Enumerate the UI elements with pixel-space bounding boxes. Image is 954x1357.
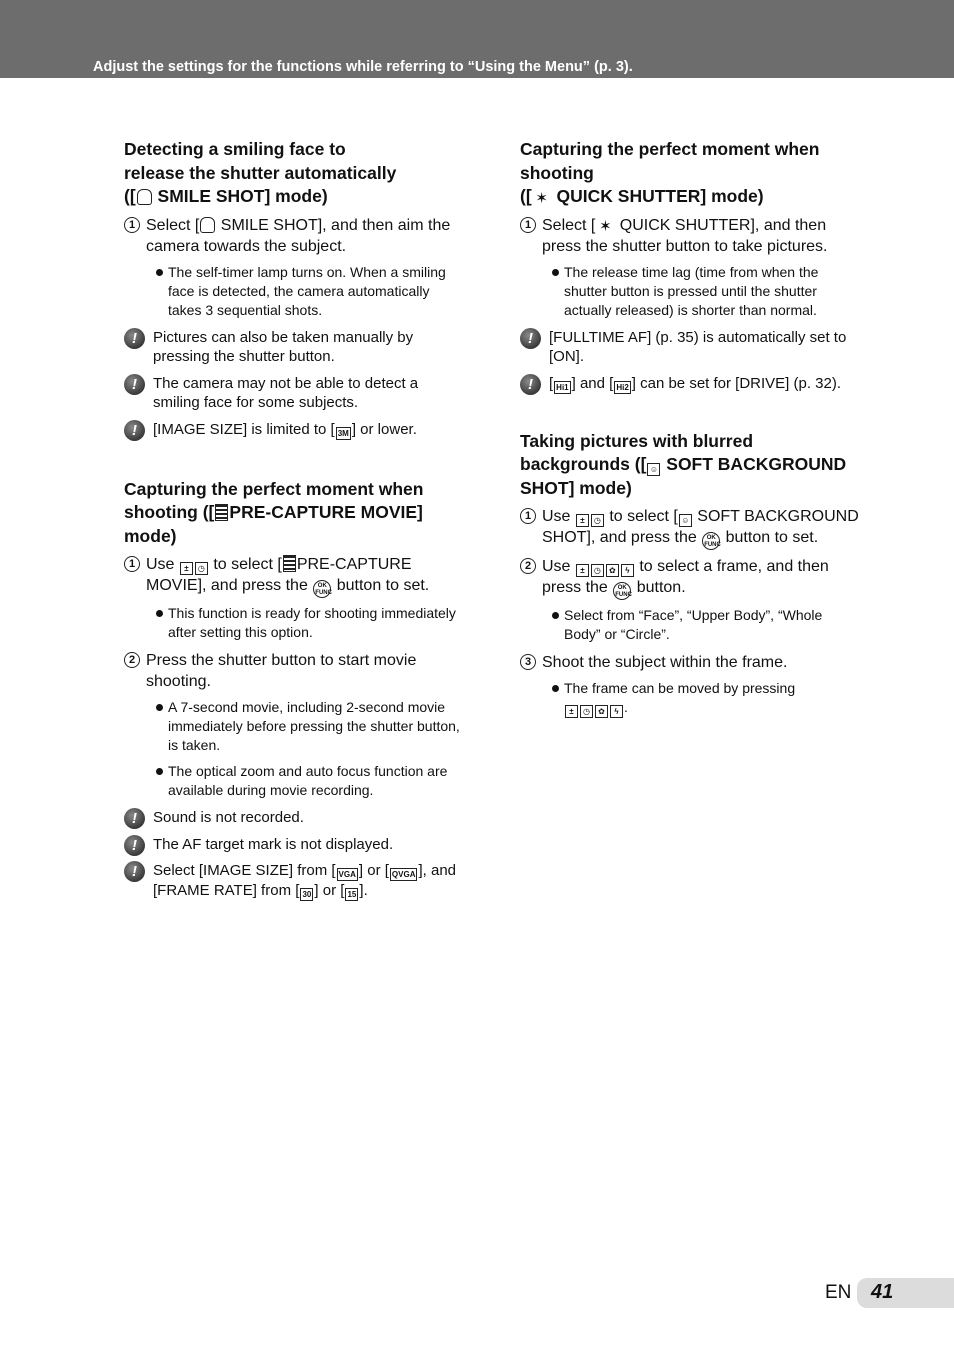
step-item xyxy=(124,215,464,257)
note-item xyxy=(124,328,464,367)
step-number: 3 xyxy=(520,654,536,670)
icon-label: OK xyxy=(706,535,716,541)
section-heading xyxy=(124,138,464,209)
heading-text: PRE-CAPTURE MOVIE] mode) xyxy=(124,502,423,546)
left-column xyxy=(124,138,464,908)
frame-rate-30-icon: 30 xyxy=(300,888,313,901)
step-text: to select [ xyxy=(604,508,678,525)
step-text: Press the shutter button to start movie shooting. xyxy=(146,652,417,690)
timer-arrow-icon: ◷ xyxy=(591,564,604,577)
caution-icon: ! xyxy=(520,328,541,349)
step-text: SOFT BACKGROUND SHOT], and press the xyxy=(542,508,859,546)
caution-icon: ! xyxy=(124,861,145,882)
note-text: ] or lower. xyxy=(351,420,417,438)
step-text: button to set. xyxy=(721,529,819,546)
pre-capture-movie-icon xyxy=(215,504,228,521)
note-text: Sound is not recorded. xyxy=(153,809,304,826)
heading-line: QUICK SHUTTER] mode) xyxy=(551,186,764,206)
smile-face-icon xyxy=(137,189,152,205)
note-text: The AF target mark is not displayed. xyxy=(153,835,394,853)
step-text: to select a frame, and then press the xyxy=(542,558,829,596)
step-text: Use xyxy=(146,556,179,573)
smile-face-icon xyxy=(200,217,215,233)
bullet-list xyxy=(520,679,860,718)
note-text: [ xyxy=(549,374,554,392)
section-pre-capture-movie xyxy=(124,478,464,902)
step-number: 2 xyxy=(124,652,140,668)
page-number-box xyxy=(857,1278,954,1308)
qvga-size-icon: QVGA xyxy=(391,870,416,879)
section-soft-background xyxy=(520,430,860,719)
step-text: PRE-CAPTURE MOVIE], and press the xyxy=(146,556,412,594)
flash-arrow-icon: ϟ xyxy=(621,564,634,577)
step-number: 1 xyxy=(520,217,536,233)
header-bar xyxy=(0,0,954,78)
note-text: ], and [FRAME RATE] from [ xyxy=(153,862,456,899)
bullet-list xyxy=(520,606,860,644)
step-item xyxy=(124,650,464,692)
note-text: ] can be set for [DRIVE] (p. 32). xyxy=(631,374,842,392)
quick-shutter-icon: ✶ xyxy=(535,190,548,207)
heading-line: ([ xyxy=(124,186,136,206)
step-text: Select [ xyxy=(146,216,200,234)
bullet-list xyxy=(124,698,464,800)
note-item xyxy=(124,835,464,855)
caution-icon: ! xyxy=(124,835,145,856)
heading-line: Detecting a smiling face to xyxy=(124,139,346,159)
frame-rate-15-icon: 15 xyxy=(345,888,358,901)
bullet-item: The self-timer lamp turns on. When a smiling face is detected, the camera automatically takes 3 sequential shots. xyxy=(124,263,464,320)
bullet-item xyxy=(520,679,860,718)
heading-line: release the shutter automatically xyxy=(124,162,397,183)
icon-label: OK xyxy=(317,583,327,589)
bullet-item: This function is ready for shooting immediately after setting this option. xyxy=(124,604,464,642)
heading-line: Capturing the perfect moment when xyxy=(520,139,820,159)
bullet-item: A 7-second movie, including 2-second movie immediately before pressing the shutter button, is taken. xyxy=(124,698,464,755)
exposure-arrow-icon: ± xyxy=(576,564,589,577)
note-text: ] and [ xyxy=(571,374,614,392)
flash-arrow-icon: ϟ xyxy=(610,705,623,718)
bullet-list xyxy=(124,263,464,320)
drive-hi1-icon: Hi1 xyxy=(556,382,569,392)
drive-hi2-icon: Hi2 xyxy=(616,382,629,392)
vga-size-icon: VGA xyxy=(338,870,356,879)
pre-capture-movie-icon xyxy=(283,555,296,572)
step-number: 1 xyxy=(124,556,140,572)
macro-arrow-icon: ✿ xyxy=(595,705,608,718)
step-item xyxy=(520,506,860,550)
language-code: EN xyxy=(825,1282,852,1303)
note-text: The camera may not be able to detect a smiling face for some subjects. xyxy=(153,374,419,411)
note-text: Select [IMAGE SIZE] from [ xyxy=(153,862,336,879)
section-heading xyxy=(520,430,860,501)
heading-text: Taking pictures with blurred backgrounds ([ xyxy=(520,430,754,474)
step-number: 2 xyxy=(520,558,536,574)
heading-line: SMILE SHOT] mode) xyxy=(152,186,328,206)
note-item xyxy=(520,328,860,367)
note-item xyxy=(124,374,464,413)
step-text: Use xyxy=(542,508,575,525)
note-text: [FULLTIME AF] (p. 35) is automatically set to [ON]. xyxy=(549,328,847,365)
ok-func-button-icon xyxy=(313,580,331,598)
bullet-item: The optical zoom and auto focus function are available during movie recording. xyxy=(124,762,464,800)
image-size-3m-icon: 3M xyxy=(337,428,349,438)
note-text: Pictures can also be taken manually by pressing the shutter button. xyxy=(153,328,414,365)
timer-arrow-icon: ◷ xyxy=(580,705,593,718)
exposure-arrow-icon: ± xyxy=(180,562,193,575)
bullet-list xyxy=(124,604,464,642)
note-item xyxy=(124,808,464,828)
step-text: SMILE SHOT], and then aim the camera towards the subject. xyxy=(146,216,451,255)
icon-label: OK xyxy=(617,585,627,591)
section-heading xyxy=(520,138,860,209)
icon-label: FUNC xyxy=(704,542,721,548)
soft-background-icon: ☺ xyxy=(647,463,660,476)
note-item xyxy=(520,374,860,394)
page-number-badge xyxy=(825,1278,954,1308)
icon-label: FUNC xyxy=(615,592,632,598)
icon-label: FUNC xyxy=(315,590,332,596)
timer-arrow-icon: ◷ xyxy=(591,514,604,527)
step-text: button to set. xyxy=(332,577,430,594)
right-column xyxy=(520,138,860,726)
bullet-text: The frame can be moved by pressing xyxy=(564,680,796,696)
heading-text: SOFT BACKGROUND SHOT] mode) xyxy=(520,454,847,498)
bullet-text: . xyxy=(624,699,628,715)
step-item xyxy=(124,554,464,598)
section-quick-shutter xyxy=(520,138,860,394)
heading-text: Capturing the perfect moment when shooting ([ xyxy=(124,478,424,522)
bullet-item: Select from “Face”, “Upper Body”, “Whole Body” or “Circle”. xyxy=(520,606,860,644)
heading-line: ([ xyxy=(520,186,532,206)
bullet-item: The release time lag (time from when the shutter button is pressed until the shutter actually released) is shorter than normal. xyxy=(520,263,860,320)
note-item xyxy=(124,420,464,440)
macro-arrow-icon: ✿ xyxy=(606,564,619,577)
section-heading xyxy=(124,478,464,549)
caution-icon: ! xyxy=(124,328,145,349)
timer-arrow-icon: ◷ xyxy=(195,562,208,575)
note-text: ] or [ xyxy=(358,862,389,879)
caution-icon: ! xyxy=(124,808,145,829)
exposure-arrow-icon: ± xyxy=(576,514,589,527)
note-text: ] or [ xyxy=(314,882,345,899)
section-smile-shot xyxy=(124,138,464,440)
step-number: 1 xyxy=(520,508,536,524)
caution-icon: ! xyxy=(520,374,541,395)
caution-icon: ! xyxy=(124,420,145,441)
header-text: Adjust the settings for the functions while referring to “Using the Menu” (p. 3). xyxy=(93,59,633,75)
step-number: 1 xyxy=(124,217,140,233)
bullet-list xyxy=(520,263,860,320)
caution-icon: ! xyxy=(124,374,145,395)
step-item xyxy=(520,556,860,600)
page-number: 41 xyxy=(871,1281,894,1303)
step-text: Shoot the subject within the frame. xyxy=(542,654,788,671)
quick-shutter-icon: ✶ xyxy=(599,217,612,235)
note-item xyxy=(124,861,464,901)
exposure-arrow-icon: ± xyxy=(565,705,578,718)
note-text: [IMAGE SIZE] is limited to [ xyxy=(153,420,335,438)
step-text: Use xyxy=(542,558,575,575)
ok-func-button-icon xyxy=(613,582,631,600)
step-text: QUICK SHUTTER], and then press the shutter button to take pictures. xyxy=(542,216,828,255)
heading-line: shooting xyxy=(520,162,594,183)
soft-background-icon: ☺ xyxy=(679,514,692,527)
step-text: Select [ xyxy=(542,216,596,234)
step-item xyxy=(520,215,860,257)
step-text: button. xyxy=(632,579,686,596)
ok-func-button-icon xyxy=(702,532,720,550)
step-text: to select [ xyxy=(208,556,282,573)
note-text: ]. xyxy=(359,882,368,899)
step-item xyxy=(520,652,860,673)
